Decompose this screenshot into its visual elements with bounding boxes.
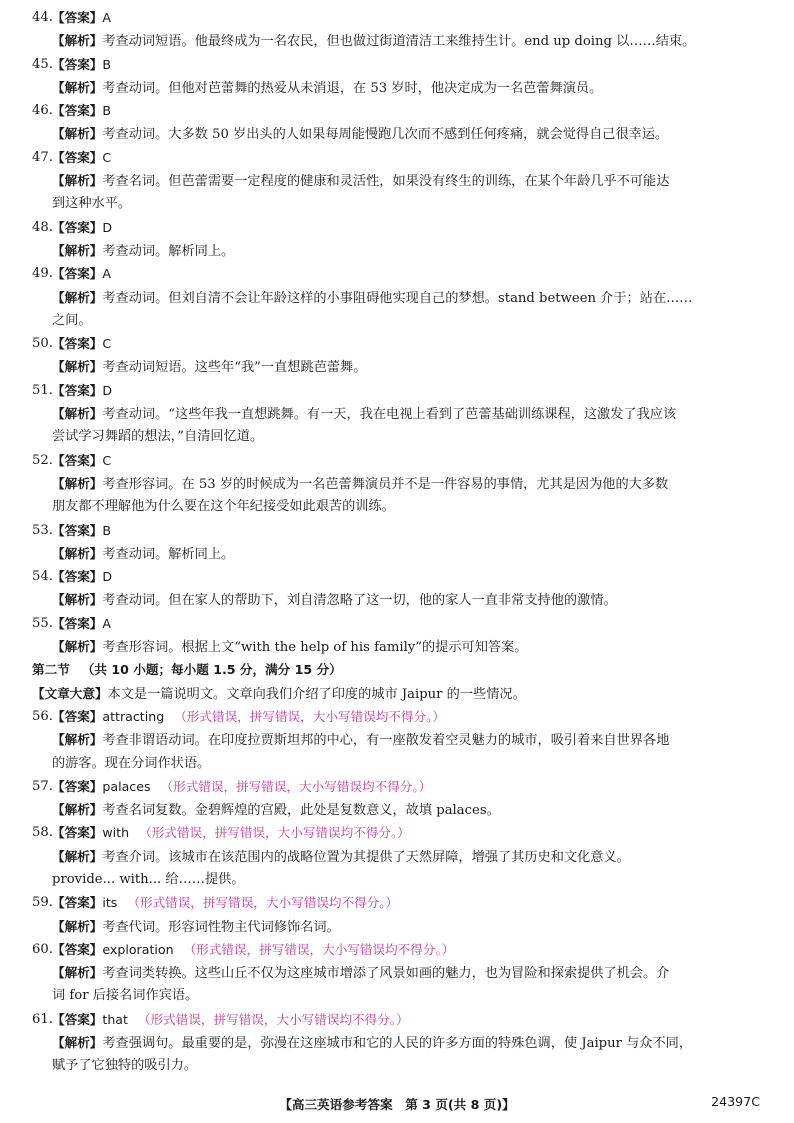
answer-line (0, 891, 794, 914)
answer-line (0, 1008, 794, 1031)
analysis-content (52, 728, 669, 751)
analysis-text: 考查介词。该城市在该范围内的战略位置为其提供了天然屏障，增强了其历史和文化意义。 (102, 849, 630, 865)
analysis-label: 【解析】 (52, 965, 103, 981)
analysis-text: 考查动词。大多数 50 岁出头的人如果每周能慢跑几次而不感到任何疼痛，就会觉得自己很幸运。 (102, 127, 669, 143)
answer-value: A (102, 266, 111, 282)
answer-label: 【答案】 (52, 1011, 103, 1027)
answer-label: 【答案】 (52, 266, 103, 282)
answer-content (52, 565, 112, 588)
question-number: 50. (32, 336, 53, 352)
analysis-label: 【解析】 (52, 406, 103, 422)
answer-label: 【答案】 (52, 382, 103, 398)
analysis-text: 考查动词。但在家人的帮助下，刘自清忽略了这一切，他的家人一直非常支持他的激情。 (102, 593, 617, 609)
analysis-content (52, 798, 500, 821)
analysis-line (0, 192, 794, 215)
answer-value: D (102, 219, 113, 235)
answer-content (52, 99, 111, 122)
analysis-line (0, 635, 794, 658)
answer-label: 【答案】 (52, 569, 103, 585)
analysis-content (52, 984, 198, 1007)
grading-note: （形式错误，拼写错误，大小写错误均不得分。） (137, 1011, 409, 1027)
answer-label: 【答案】 (52, 219, 103, 235)
answer-value: D (102, 382, 113, 398)
question-number: 54. (32, 569, 53, 585)
analysis-label: 【解析】 (52, 289, 103, 305)
analysis-content (52, 76, 602, 99)
question-number: 51. (32, 382, 53, 398)
answer-label: 【答案】 (52, 895, 103, 911)
analysis-line (0, 588, 794, 611)
answer-content (52, 53, 111, 76)
answer-line (0, 262, 794, 285)
analysis-text: 考查词类转换。这些山丘不仅为这座城市增添了风景如画的魅力，也为冒险和探索提供了机会。介 (102, 966, 670, 982)
analysis-content (52, 752, 210, 775)
analysis-content (52, 495, 395, 518)
answer-content (52, 821, 410, 844)
analysis-text: 的游客。现在分词作状语。 (52, 755, 211, 771)
analysis-label: 【解析】 (52, 592, 103, 608)
answer-content (52, 449, 111, 472)
answer-line (0, 565, 794, 588)
section-detail: （共 10 小题；每小题 1.5 分，满分 15 分） (81, 662, 342, 678)
answer-content (52, 1008, 409, 1031)
analysis-content (52, 122, 668, 145)
answer-label: 【答案】 (52, 10, 103, 25)
footer-code: 24397C (711, 1094, 760, 1109)
analysis-text: 考查动词。但他对芭蕾舞的热爱从未消退，在 53 岁时，他决定成为一名芭蕾舞演员。 (102, 80, 603, 96)
answer-line (0, 449, 794, 472)
footer-title: 【高三英语参考答案 第 3 页(共 8 页)】 (279, 1097, 515, 1112)
analysis-content (52, 868, 245, 891)
question-number: 48. (32, 219, 53, 235)
analysis-label: 【解析】 (52, 545, 103, 561)
analysis-content (52, 239, 234, 262)
page-footer (0, 1094, 794, 1114)
analysis-line (0, 402, 794, 425)
analysis-text: 考查动词短语。他最终成为一名农民，但也做过街道清洁工来维持生计。end up doing 以……结束。 (102, 34, 696, 50)
analysis-line (0, 542, 794, 565)
analysis-line (0, 1054, 794, 1077)
answer-value: with (102, 825, 130, 841)
answer-value: that (102, 1011, 128, 1027)
question-number: 46. (32, 103, 53, 119)
answer-label: 【答案】 (52, 615, 103, 631)
analysis-text: 考查动词短语。这些年“我”一直想跳芭蕾舞。 (102, 360, 367, 376)
analysis-line (0, 122, 794, 145)
analysis-line (0, 29, 794, 52)
analysis-label: 【解析】 (52, 639, 103, 655)
analysis-line (0, 868, 794, 891)
analysis-content (52, 192, 131, 215)
analysis-content (52, 845, 630, 868)
analysis-text: 赋予了它独特的吸引力。 (52, 1058, 198, 1074)
analysis-line (0, 798, 794, 821)
analysis-text: 考查强调句。最重要的是，弥漫在这座城市和它的人民的许多方面的特殊色调，使 Jaipur 与众不同， (102, 1036, 693, 1052)
answer-line (0, 332, 794, 355)
analysis-text: 考查名词。但芭蕾需要一定程度的健康和灵活性，如果没有终生的训练，在某个年龄几乎不可能达 (102, 174, 670, 190)
answer-value: D (102, 569, 113, 585)
analysis-text: 朋友都不理解他为什么要在这个年纪接受如此艰苦的训练。 (52, 499, 395, 515)
answer-label: 【答案】 (52, 778, 103, 794)
analysis-text: 尝试学习舞蹈的想法，”自清回忆道。 (52, 429, 264, 445)
answer-line (0, 821, 794, 844)
analysis-text: 到这种水平。 (52, 196, 132, 212)
grading-note: （形式错误，拼写错误，大小写错误均不得分。） (139, 825, 410, 841)
analysis-text: 考查代词。形容词性物主代词修饰名词。 (102, 919, 340, 935)
question-number: 49. (32, 266, 53, 282)
analysis-content (52, 1031, 692, 1054)
grading-note: （形式错误，拼写错误，大小写错误均不得分。） (127, 895, 399, 911)
analysis-label: 【解析】 (52, 242, 103, 258)
question-number: 55. (32, 615, 53, 631)
analysis-line (0, 984, 794, 1007)
answer-content (52, 705, 445, 728)
analysis-line (0, 239, 794, 262)
analysis-line (0, 286, 794, 309)
answer-line (0, 146, 794, 169)
analysis-content (52, 169, 669, 192)
answer-line (0, 775, 794, 798)
answer-content (52, 146, 111, 169)
analysis-content (52, 635, 527, 658)
answer-value: C (102, 452, 112, 468)
question-number: 44. (32, 10, 53, 25)
analysis-line (0, 961, 794, 984)
analysis-line (0, 752, 794, 775)
question-number: 59. (32, 895, 53, 911)
answer-line (0, 99, 794, 122)
answer-content (52, 891, 398, 914)
question-number: 47. (32, 149, 53, 165)
analysis-content (52, 309, 92, 332)
analysis-text: 考查形容词。根据上文“with the help of his family”的提示可知答案。 (102, 640, 528, 656)
analysis-content (52, 402, 676, 425)
answer-label: 【答案】 (52, 103, 103, 119)
summary-content (32, 682, 526, 705)
grading-note: （形式错误，拼写错误，大小写错误均不得分。） (160, 778, 432, 794)
analysis-line (0, 845, 794, 868)
answer-value: its (102, 895, 118, 911)
question-number: 52. (32, 452, 53, 468)
analysis-label: 【解析】 (52, 1035, 103, 1051)
answer-value: B (102, 56, 112, 72)
section-heading-line (0, 658, 794, 681)
analysis-text: 考查非谓语动词。在印度拉贾斯坦邦的中心，有一座散发着空灵魅力的城市，吸引着来自世界各地 (102, 733, 670, 749)
section-title: 第二节 (32, 662, 70, 678)
analysis-content (52, 961, 669, 984)
answer-value: A (102, 615, 111, 631)
question-number: 45. (32, 56, 53, 72)
answer-line (0, 705, 794, 728)
analysis-line (0, 169, 794, 192)
answer-content (52, 262, 111, 285)
analysis-label: 【解析】 (52, 848, 103, 864)
analysis-content (52, 542, 234, 565)
analysis-line (0, 495, 794, 518)
analysis-label: 【解析】 (52, 802, 103, 818)
summary-text: 本文是一篇说明文。文章向我们介绍了印度的城市 Jaipur 的一些情况。 (107, 686, 526, 702)
answer-key-page (0, 6, 794, 1078)
analysis-label: 【解析】 (52, 126, 103, 142)
analysis-text: 之间。 (52, 312, 92, 328)
answer-content (52, 775, 431, 798)
question-number: 58. (32, 825, 53, 841)
answer-content (52, 216, 112, 239)
analysis-line (0, 728, 794, 751)
analysis-content (52, 355, 366, 378)
answer-line (0, 53, 794, 76)
analysis-label: 【解析】 (52, 79, 103, 95)
answer-value: C (102, 336, 112, 352)
answer-value: palaces (102, 778, 151, 794)
question-number: 60. (32, 941, 53, 957)
answer-label: 【答案】 (52, 825, 103, 841)
answer-value: B (102, 103, 112, 119)
analysis-content (52, 29, 695, 52)
analysis-line (0, 915, 794, 938)
answer-line (0, 6, 794, 29)
answer-line (0, 519, 794, 542)
answer-content (52, 519, 111, 542)
analysis-line (0, 425, 794, 448)
analysis-text: 考查动词。解析同上。 (102, 546, 235, 562)
answer-line (0, 379, 794, 402)
grading-note: （形式错误，拼写错误，大小写错误均不得分。） (183, 941, 455, 957)
analysis-content (52, 472, 668, 495)
analysis-label: 【解析】 (52, 918, 103, 934)
analysis-content (52, 588, 617, 611)
answer-content (52, 332, 111, 355)
answer-content (52, 938, 454, 961)
answer-content (52, 6, 111, 29)
analysis-content (52, 1054, 197, 1077)
analysis-text: 考查形容词。在 53 岁的时候成为一名芭蕾舞演员并不是一件容易的事情，尤其是因为他的大多数 (102, 476, 669, 492)
analysis-line (0, 76, 794, 99)
question-number: 53. (32, 522, 53, 538)
answer-value: C (102, 149, 112, 165)
question-number: 57. (32, 778, 53, 794)
answer-value: attracting (102, 708, 165, 724)
question-number: 56. (32, 708, 53, 724)
analysis-label: 【解析】 (52, 359, 103, 375)
analysis-content (52, 915, 340, 938)
grading-note: （形式错误，拼写错误，大小写错误均不得分。） (174, 708, 445, 724)
analysis-line (0, 355, 794, 378)
analysis-content (52, 286, 693, 309)
analysis-text: 考查动词。“这些年我一直想跳舞。有一天，我在电视上看到了芭蕾基础训练课程，这激发了我应该 (102, 407, 677, 423)
answer-line (0, 612, 794, 635)
section-heading (32, 658, 342, 681)
analysis-text: 考查动词。解析同上。 (102, 243, 235, 259)
question-number: 61. (32, 1011, 53, 1027)
answer-label: 【答案】 (52, 336, 103, 352)
answer-label: 【答案】 (52, 941, 103, 957)
answer-value: exploration (102, 941, 174, 957)
analysis-label: 【解析】 (52, 173, 103, 189)
summary-line (0, 682, 794, 705)
answer-line (0, 938, 794, 961)
answer-label: 【答案】 (52, 452, 103, 468)
answer-label: 【答案】 (52, 708, 103, 724)
answer-content (52, 612, 111, 635)
answer-line (0, 216, 794, 239)
answer-label: 【答案】 (52, 56, 103, 72)
analysis-label: 【解析】 (52, 732, 103, 748)
analysis-label: 【解析】 (52, 475, 103, 491)
summary-label: 【文章大意】 (32, 685, 108, 701)
answer-label: 【答案】 (52, 522, 103, 538)
answer-value: A (102, 10, 111, 25)
answer-label: 【答案】 (52, 149, 103, 165)
analysis-content (52, 425, 263, 448)
answer-value: B (102, 522, 112, 538)
analysis-line (0, 309, 794, 332)
analysis-label: 【解析】 (52, 33, 103, 49)
analysis-text: 考查名词复数。金碧辉煌的宫殿，此处是复数意义，故填 palaces。 (102, 803, 500, 819)
analysis-text: 词 for 后接名词作宾语。 (52, 988, 199, 1004)
analysis-text: provide... with... 给……提供。 (52, 871, 245, 887)
analysis-line (0, 1031, 794, 1054)
analysis-line (0, 472, 794, 495)
analysis-text: 考查动词。但刘自清不会让年龄这样的小事阻碍他实现自己的梦想。stand between 介于；站在…… (102, 290, 693, 306)
answer-content (52, 379, 112, 402)
